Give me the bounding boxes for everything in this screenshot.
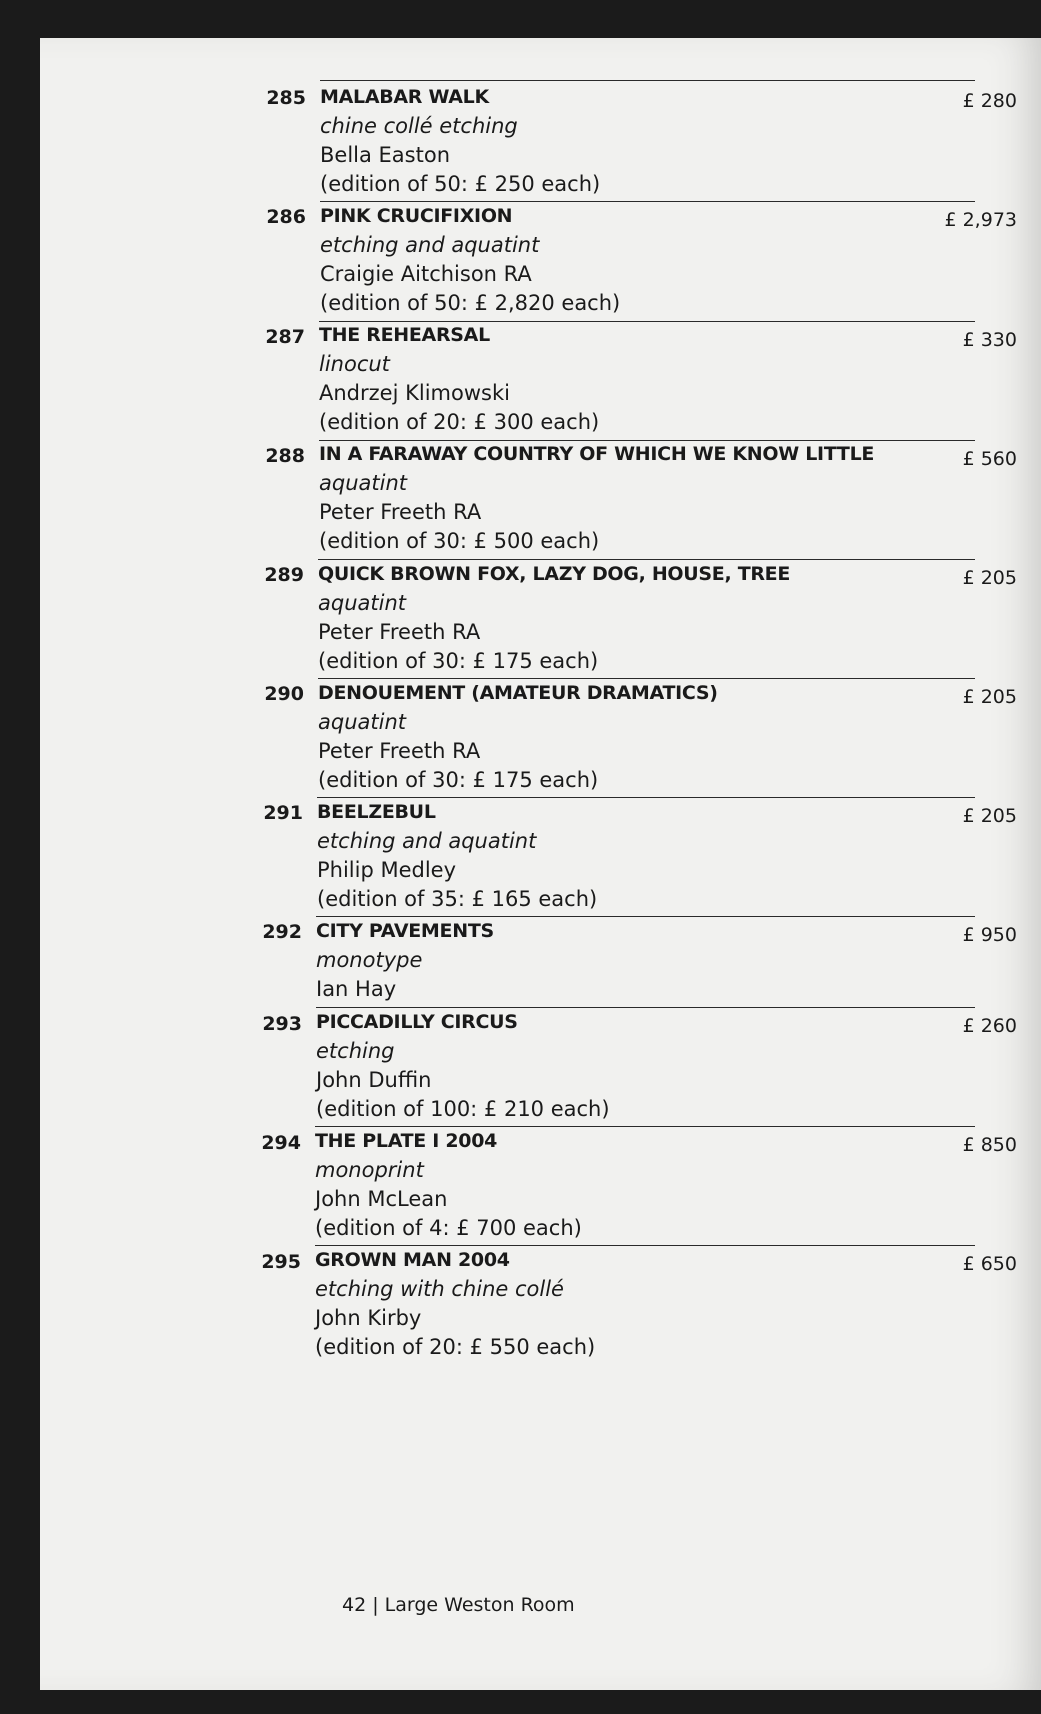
- entry-price: £ 205: [962, 686, 1017, 708]
- entry-price: £ 205: [962, 567, 1017, 589]
- entry-artist: Craigie Aitchison RA: [320, 262, 532, 286]
- entry-price: £ 560: [962, 448, 1017, 470]
- entry-medium: etching and aquatint: [320, 233, 540, 257]
- entry-edition: (edition of 20: £ 300 each): [319, 410, 600, 434]
- page-footer: 42 | Large Weston Room: [342, 1594, 575, 1616]
- entry-title: THE REHEARSAL: [319, 324, 490, 346]
- entry-title: QUICK BROWN FOX, LAZY DOG, HOUSE, TREE: [318, 563, 791, 585]
- entry-title: GROWN MAN 2004: [315, 1249, 510, 1271]
- entry-medium: monotype: [316, 948, 423, 972]
- entry-title: BEELZEBUL: [317, 801, 436, 823]
- entry-price: £ 205: [962, 805, 1017, 827]
- entry-artist: Peter Freeth RA: [319, 500, 482, 524]
- entry-number: 293: [262, 1013, 302, 1035]
- entry-price: £ 2,973: [944, 209, 1017, 231]
- entry-title: THE PLATE I 2004: [315, 1130, 498, 1152]
- entry-number: 291: [263, 802, 303, 824]
- entry-medium: aquatint: [319, 471, 407, 495]
- entry-title: DENOUEMENT (AMATEUR DRAMATICS): [318, 682, 718, 704]
- entry-price: £ 850: [962, 1134, 1017, 1156]
- entry-artist: Philip Medley: [317, 858, 457, 882]
- entry-title: CITY PAVEMENTS: [316, 920, 494, 942]
- entry-medium: etching and aquatint: [317, 829, 537, 853]
- entry-artist: Ian Hay: [316, 977, 397, 1001]
- entry-price: £ 260: [962, 1015, 1017, 1037]
- entry-number: 285: [266, 87, 306, 109]
- entry-price: £ 330: [962, 329, 1017, 351]
- entry-edition: (edition of 4: £ 700 each): [315, 1216, 582, 1240]
- entry-artist: Peter Freeth RA: [318, 620, 481, 644]
- entry-medium: etching with chine collé: [315, 1277, 564, 1301]
- entry-edition: (edition of 30: £ 175 each): [318, 768, 599, 792]
- entry-number: 289: [264, 564, 304, 586]
- entry-price: £ 950: [962, 924, 1017, 946]
- entry-artist: John Duffin: [316, 1068, 432, 1092]
- entry-edition: (edition of 30: £ 175 each): [318, 649, 599, 673]
- entry-edition: (edition of 100: £ 210 each): [316, 1097, 610, 1121]
- entry-medium: etching: [316, 1039, 395, 1063]
- entry-artist: Bella Easton: [320, 143, 451, 167]
- entry-price: £ 650: [962, 1253, 1017, 1275]
- entry-edition: (edition of 50: £ 250 each): [320, 172, 601, 196]
- entry-number: 288: [265, 445, 305, 467]
- entry-medium: chine collé etching: [320, 114, 518, 138]
- entry-medium: aquatint: [318, 710, 406, 734]
- entry-number: 292: [262, 921, 302, 943]
- entry-title: PINK CRUCIFIXION: [320, 205, 513, 227]
- entry-number: 286: [266, 206, 306, 228]
- entry-edition: (edition of 20: £ 550 each): [315, 1335, 596, 1359]
- entry-medium: monoprint: [315, 1158, 424, 1182]
- entry-divider: [320, 80, 975, 81]
- entry-artist: John McLean: [315, 1187, 448, 1211]
- entry-title: MALABAR WALK: [320, 86, 489, 108]
- entry-price: £ 280: [962, 90, 1017, 112]
- entry-number: 295: [261, 1251, 301, 1273]
- entry-number: 294: [261, 1132, 301, 1154]
- entry-title: IN A FARAWAY COUNTRY OF WHICH WE KNOW LITTLE: [319, 443, 875, 465]
- entry-edition: (edition of 30: £ 500 each): [319, 529, 600, 553]
- entry-number: 287: [265, 326, 305, 348]
- entry-medium: aquatint: [318, 591, 406, 615]
- entry-medium: linocut: [319, 352, 390, 376]
- entry-edition: (edition of 35: £ 165 each): [317, 887, 598, 911]
- catalogue-page: [40, 38, 1041, 1690]
- entry-artist: John Kirby: [315, 1306, 422, 1330]
- entry-title: PICCADILLY CIRCUS: [316, 1011, 518, 1033]
- entry-edition: (edition of 50: £ 2,820 each): [320, 291, 621, 315]
- entry-number: 290: [264, 683, 304, 705]
- entry-artist: Peter Freeth RA: [318, 739, 481, 763]
- entry-artist: Andrzej Klimowski: [319, 381, 510, 405]
